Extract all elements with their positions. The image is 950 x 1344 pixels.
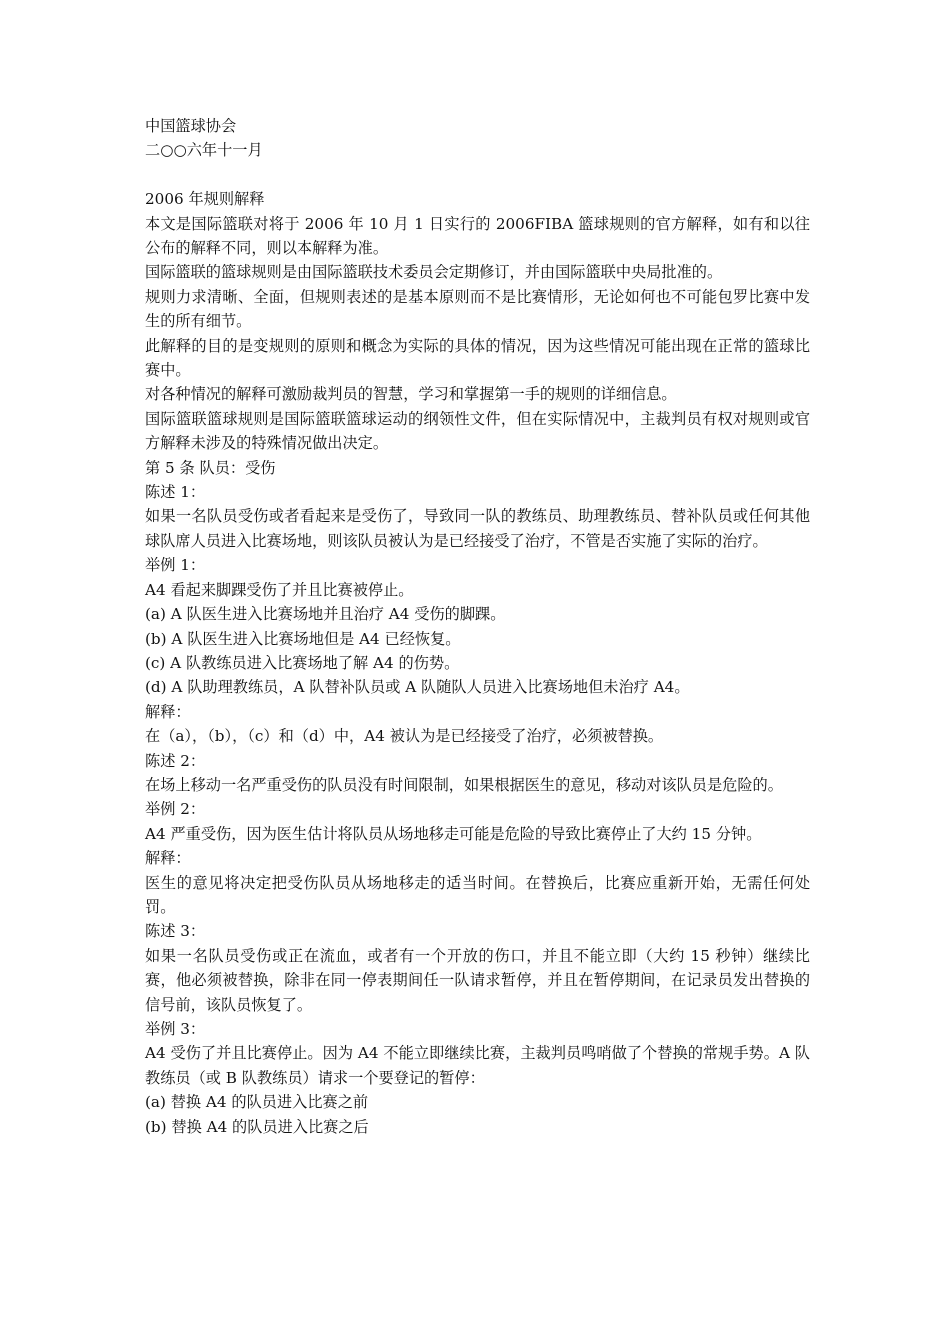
intro-paragraph: 此解释的目的是变规则的原则和概念为实际的具体的情况，因为这些情况可能出现在正常的篮球比赛中。 xyxy=(145,336,810,380)
example-item: (c) A 队教练员进入比赛场地了解 A4 的伤势。 xyxy=(145,653,460,672)
intro-paragraph: 国际篮联篮球规则是国际篮联篮球运动的纲领性文件，但在实际情况中，主裁判员有权对规则或官方解释未涉及的特殊情况做出决定。 xyxy=(145,409,810,453)
example-item: (b) A 队医生进入比赛场地但是 A4 已经恢复。 xyxy=(145,629,461,648)
organization-name: 中国篮球协会 xyxy=(145,117,237,135)
example-label: 举例 1： xyxy=(145,556,206,575)
document-date: 二○○六年十一月 xyxy=(145,141,263,160)
example-label: 举例 3： xyxy=(145,1020,206,1039)
example-item: (a) 替换 A4 的队员进入比赛之前 xyxy=(145,1093,369,1112)
example-label: 举例 2： xyxy=(145,800,206,819)
example-text: A4 看起来脚踝受伤了并且比赛被停止。 xyxy=(145,580,414,599)
example-text: A4 受伤了并且比赛停止。因为 A4 不能立即继续比赛，主裁判员鸣哨做了个替换的常规手势。A 队教练员（或 B 队教练员）请求一个要登记的暂停： xyxy=(145,1044,810,1087)
statement-label: 陈述 1： xyxy=(145,483,206,502)
intro-paragraph: 本文是国际篮联对将于 2006 年 10 月 1 日实行的 2006FIBA 篮球规则的官方解释，如有和以往公布的解释不同，则以本解释为准。 xyxy=(145,214,810,258)
intro-paragraph: 对各种情况的解释可激励裁判员的智慧，学习和掌握第一手的规则的详细信息。 xyxy=(145,385,677,404)
interpretation-label: 解释： xyxy=(145,849,191,868)
example-item: (d) A 队助理教练员，A 队替补队员或 A 队随队人员进入比赛场地但未治疗 A4。 xyxy=(145,678,690,697)
article-heading: 第 5 条 队员：受伤 xyxy=(145,458,276,477)
interpretation-text: 医生的意见将决定把受伤队员从场地移走的适当时间。在替换后，比赛应重新开始，无需任何处罚。 xyxy=(145,873,810,916)
statement-label: 陈述 2： xyxy=(145,751,206,770)
statement-text: 如果一名队员受伤或者看起来是受伤了，导致同一队的教练员、助理教练员、替补队员或任何其他球队席人员进入比赛场地，则该队员被认为是已经接受了治疗，不管是否实施了实际的治疗。 xyxy=(145,507,810,550)
interpretation-text: 在（a），（b），（c）和（d）中，A4 被认为是已经接受了治疗，必须被替换。 xyxy=(145,727,664,746)
example-item: (a) A 队医生进入比赛场地并且治疗 A4 受伤的脚踝。 xyxy=(145,605,506,624)
statement-label: 陈述 3： xyxy=(145,922,206,941)
interpretation-label: 解释： xyxy=(145,702,191,721)
intro-paragraph: 国际篮联的篮球规则是由国际篮联技术委员会定期修订，并由国际篮联中央局批准的。 xyxy=(145,263,723,282)
document-content xyxy=(145,114,810,1139)
blank-line xyxy=(145,163,810,187)
document-title: 2006 年规则解释 xyxy=(145,190,265,209)
statement-text: 在场上移动一名严重受伤的队员没有时间限制，如果根据医生的意见，移动对该队员是危险的。 xyxy=(145,775,783,794)
statement-text: 如果一名队员受伤或正在流血，或者有一个开放的伤口，并且不能立即（大约 15 秒钟）继续比赛，他必须被替换，除非在同一停表期间任一队请求暂停，并且在暂停期间，在记录员发出替换的信号前，该队员恢复了。 xyxy=(145,946,810,1014)
example-text: A4 严重受伤，因为医生估计将队员从场地移走可能是危险的导致比赛停止了大约 15 分钟。 xyxy=(145,824,762,843)
intro-paragraph: 规则力求清晰、全面，但规则表述的是基本原则而不是比赛情形，无论如何也不可能包罗比赛中发生的所有细节。 xyxy=(145,287,810,331)
example-item: (b) 替换 A4 的队员进入比赛之后 xyxy=(145,1117,369,1136)
